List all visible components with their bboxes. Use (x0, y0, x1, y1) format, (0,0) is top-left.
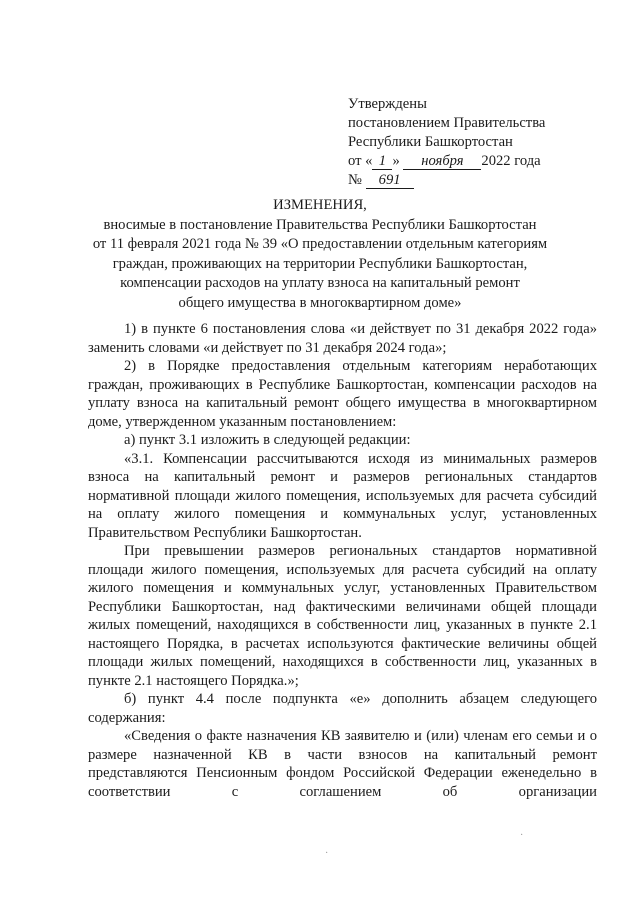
date-prefix: от « (348, 153, 373, 169)
title-line: общего имущества в многоквартирном доме» (178, 294, 462, 311)
approval-number (348, 171, 545, 190)
number-prefix: № (348, 172, 362, 188)
title-heading: ИЗМЕНЕНИЯ, (273, 197, 367, 213)
title-line: граждан, проживающих на территории Республики Башкортостан, (112, 255, 528, 272)
approval-date (348, 152, 545, 171)
title-line: компенсации расходов на уплату взноса на капитальный ремонт (120, 275, 520, 291)
paragraph-item-2b: б) пункт 4.4 после подпункта «е» дополнить абзацем следующего содержания: (88, 691, 597, 726)
scan-speck: · (520, 830, 524, 841)
date-month: ноября (403, 154, 481, 170)
paragraph-pension-fund: «Сведения о факте назначения КВ заявителю и (или) членам его семьи и о размере назначенной КВ в части взносов на капитальный ремонт представляются Пенсионным фондом Российской Федерации еженедельно в соответствии с соглашением об организации (88, 728, 597, 800)
approval-block (348, 95, 545, 190)
approval-line-2: постановлением Правительства (348, 115, 546, 131)
approval-line-3: Республики Башкортостан (348, 134, 513, 150)
paragraph-excess: При превышении размеров региональных стандартов нормативной площади жилого помещения, используемых для расчета субсидий на оплату жилого помещения и коммунальных услуг, установленных Правительством Республики Башкортостан, над фактическими величинами общей площади жилых помещений, находящихся в собственности лиц, указанных в пункте 2.1 настоящего Порядка, в расчетах используются фактические величины общей площади жилых помещений, находящихся в собственности лиц, указанных в пункте 2.1 настоящего Порядка.»; (88, 543, 597, 689)
paragraph-item-2a: а) пункт 3.1 изложить в следующей редакции: (124, 432, 411, 448)
number-value: 691 (366, 173, 414, 189)
title-line: вносимые в постановление Правительства Республики Башкортостан (103, 216, 537, 233)
paragraph-item-2: 2) в Порядке предоставления отдельным категориям неработающих граждан, проживающих в Республике Башкортостан, компенсации расходов на уплату взноса на капитальный ремонт общего имущества в многоквартирном доме, утвержденном указанным постановлением: (88, 358, 597, 430)
approval-line-1: Утверждены (348, 96, 427, 112)
scan-speck: · (325, 848, 329, 859)
paragraph-clause-3-1: «3.1. Компенсации рассчитываются исходя из минимальных размеров взноса на капитальный ремонт и размеров региональных стандартов нормативной площади жилого помещения, используемых для расчета субсидий на оплату жилого помещения и коммунальных услуг, установленных Правительством Республики Башкортостан. (88, 450, 597, 541)
date-mid: » (392, 153, 400, 169)
paragraph-item-1: 1) в пункте 6 постановления слова «и действует по 31 декабря 2022 года» заменить словами «и действует по 31 декабря 2024 года»; (88, 321, 597, 356)
date-year: 2022 года (481, 153, 541, 169)
date-day: 1 (372, 154, 392, 170)
title-line: от 11 февраля 2021 года № 39 «О предоставлении отдельным категориям (92, 236, 548, 252)
document-body (88, 320, 597, 801)
document-title (88, 196, 552, 313)
